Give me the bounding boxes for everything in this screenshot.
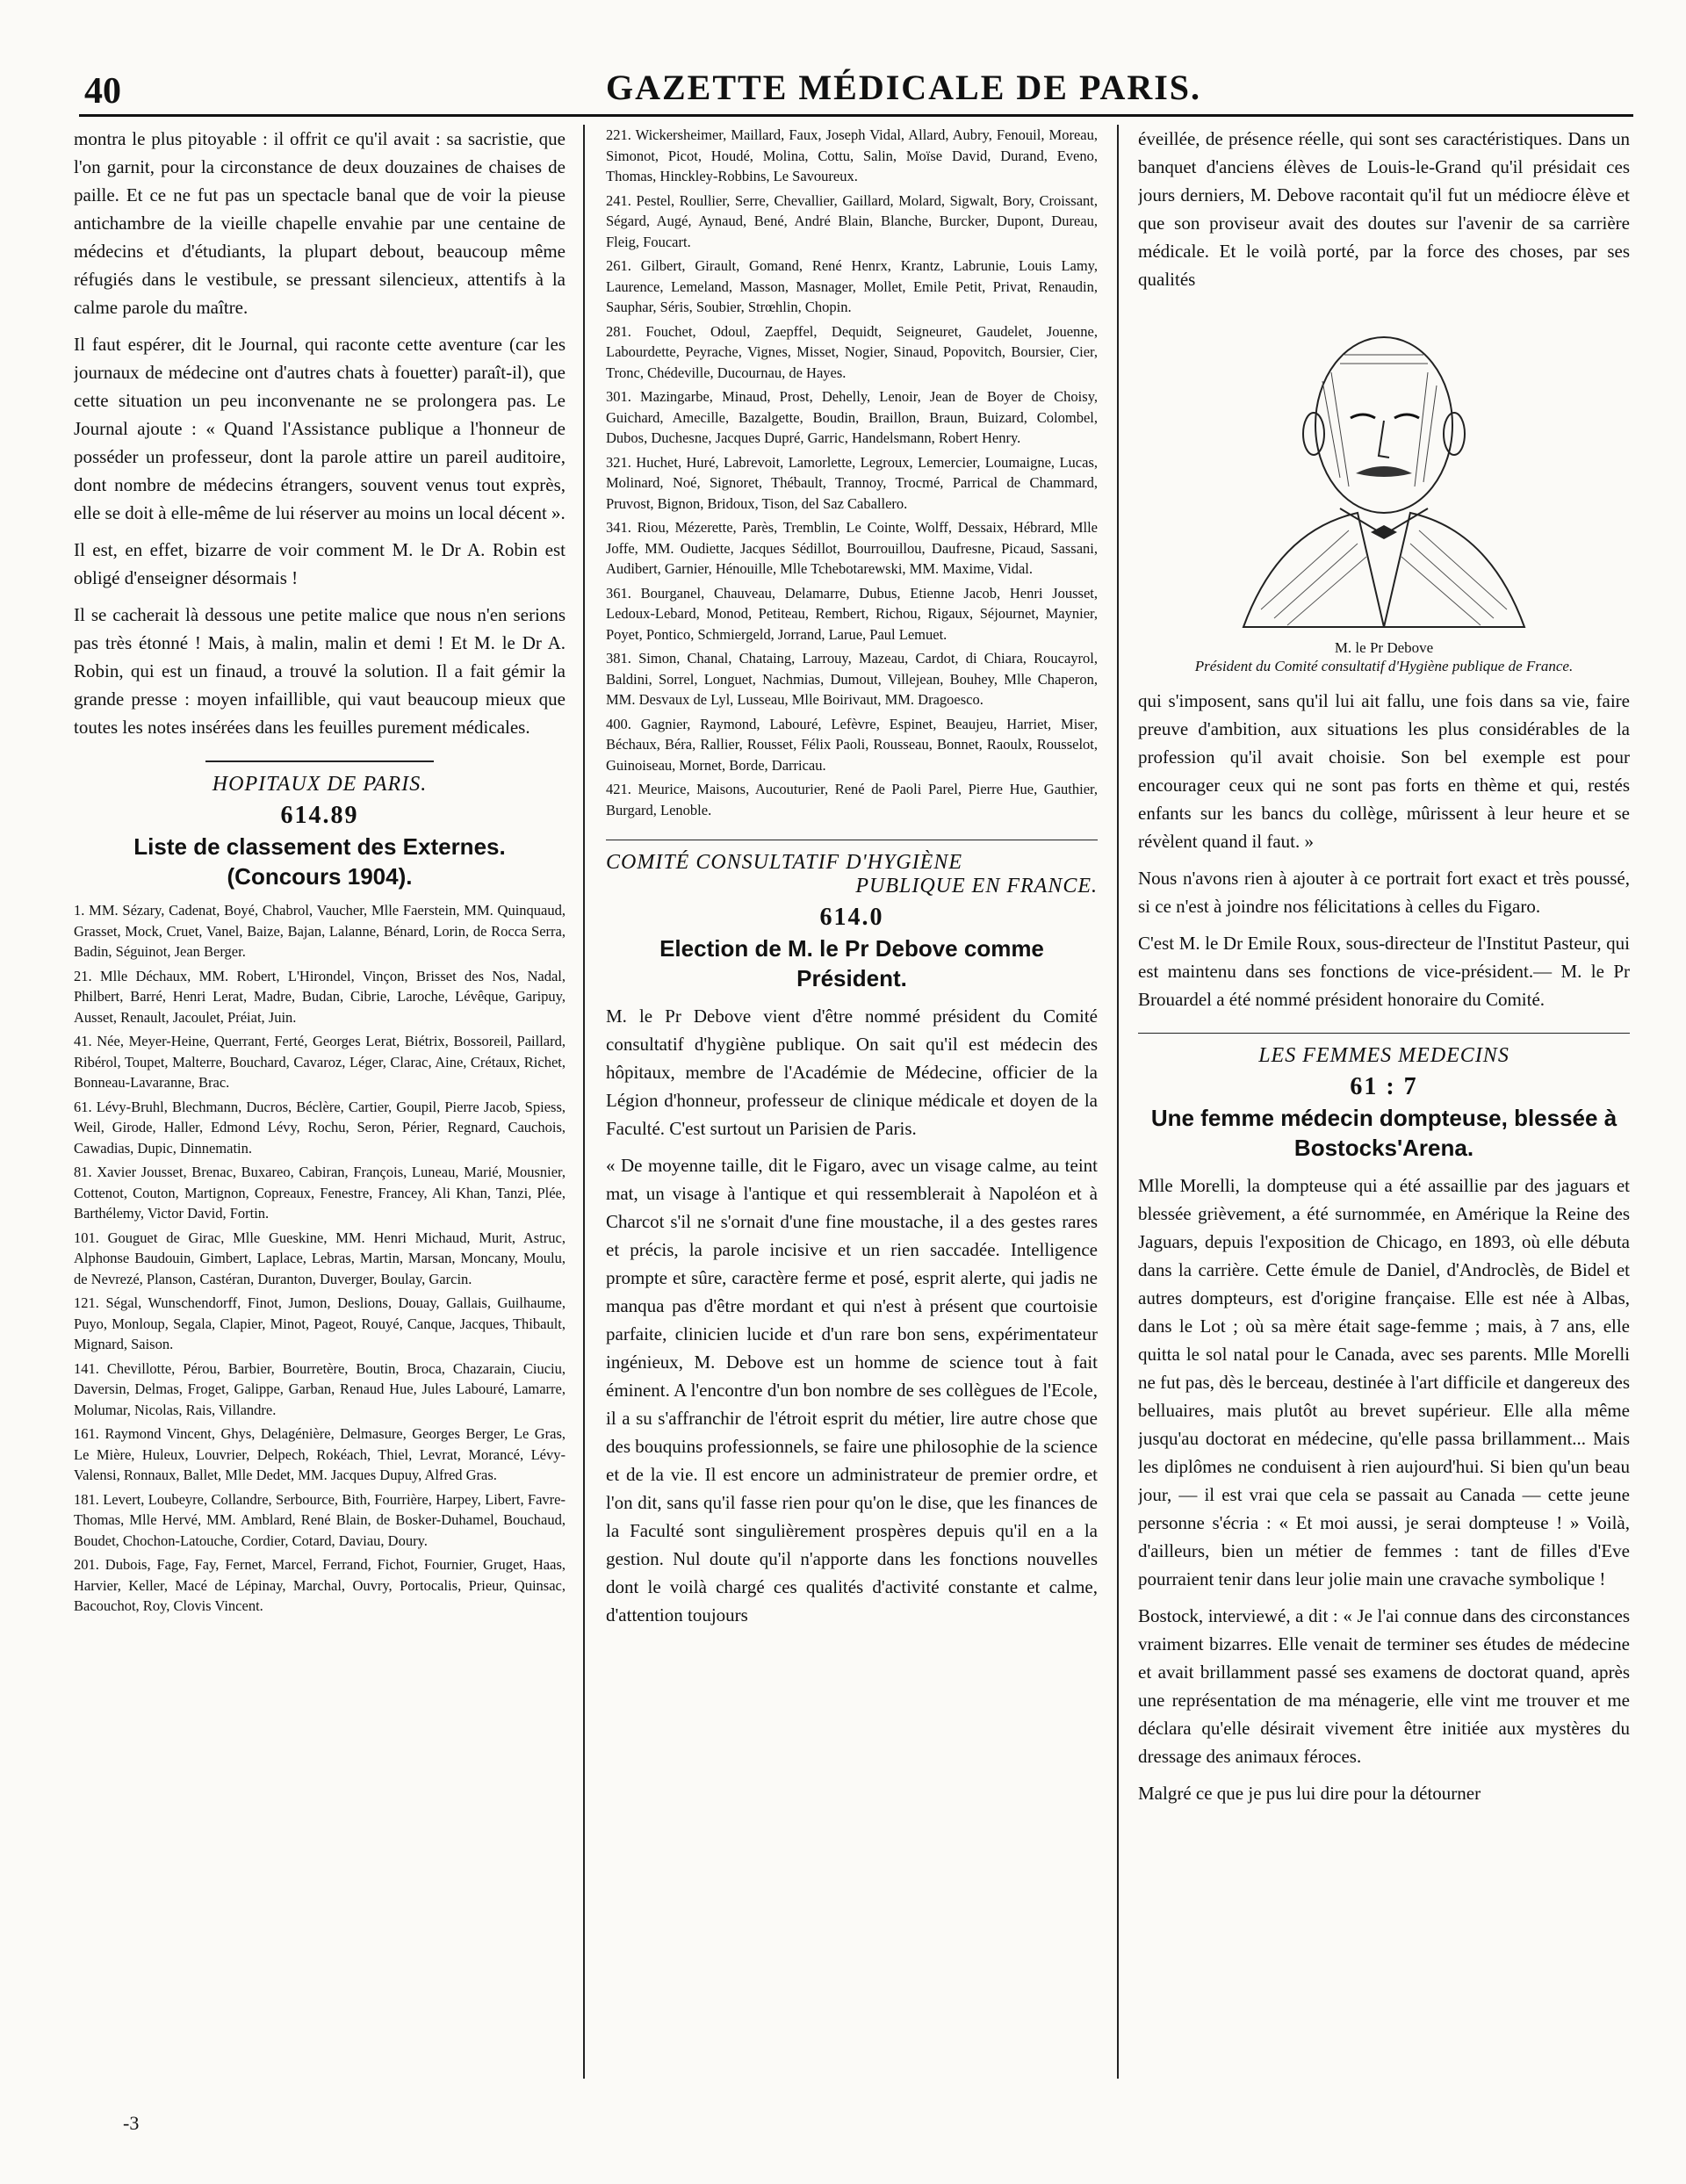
list-entry: 301. Mazingarbe, Minaud, Prost, Dehelly, Lenoir, Jean de Boyer de Choisy, Guichard, Amecille, Bazalgette, Boudin, Braillon, Braun, Buizard, Colombel, Dubos, Duchesne, Jacques Dupré, Garric, Handelsmann, Robert Henry. — [606, 388, 1098, 446]
list-entry: 341. Riou, Mézerette, Parès, Tremblin, Le Cointe, Wolff, Dessaix, Hébrard, Mlle Joffe, MM. Oudiette, Jacques Sédillot, Bourrouillou, Daufresne, Picaud, Sassani, Audibert, Garnier, Hénouille, Mlle Tchebotarewski, MM. Maxime, Vidal. — [606, 519, 1098, 577]
portrait-caption: Président du Comité consultatif d'Hygiène publique de France. — [1194, 658, 1574, 674]
list-entry: 141. Chevillotte, Pérou, Barbier, Bourretère, Boutin, Broca, Chazarain, Ciuciu, Daversin, Delmas, Froget, Galippe, Garban, Renaud Hue, Jules Labouré, Lamarre, Molumar, Nicolas, Rais, Villandre. — [74, 1359, 566, 1418]
article-paragraph: qui s'imposent, sans qu'il lui ait fallu, une fois dans sa vie, faire preuve d'ambition, aux situations les plus considérables de la profession qu'il avait choisie. Son bel exemple est pour encourager ceux qui ne sont pas forts en thème et qui, restés enfants sur les bancs du collège, mûrissent à leur heure et se révèlent quand il faut. » — [1138, 690, 1630, 852]
list-entry: 381. Simon, Chanal, Chataing, Larrouy, Mazeau, Cardot, di Chiara, Roucayrol, Baldini, Sorrel, Longuet, Nachmias, Dumout, Villejean, Bouhey, Mlle Chaperon, MM. Desvaux de Lyl, Lusseau, Mlle Boirivaut, MM. Dragoesco. — [606, 650, 1098, 708]
list-entry: 101. Gouguet de Girac, Mlle Gueskine, MM. Henri Michaud, Murit, Astruc, Alphonse Baudouin, Gimbert, Laplace, Lebras, Martin, Marsan, Moncany, Moulu, de Nevrezé, Planson, Castéran, Duranton, Duverger, Boulay, Garcin. — [74, 1229, 566, 1287]
article-headline: Une femme médecin dompteuse, blessée à Bostocks'Arena. — [1150, 1105, 1618, 1161]
list-entry: 421. Meurice, Maisons, Aucouturier, René de Paoli Parel, Pierre Hue, Gauthier, Burgard, Lenoble. — [606, 781, 1098, 818]
intro-paragraph: Il faut espérer, dit le Journal, qui raconte cette aventure (car les journaux de médecine ont d'autres chats à fouetter) paraît-il), que cette situation un peu inconvenante ne se prolongera pas. Le Journal ajoute : « Quand l'Assistance publique a l'honneur de posséder un professeur, dont la parole attire un pareil auditoire, dont nombre de médecins étrangers, souvent venus tout exprès, elle se doit à elle-même de lui réserver au moins un local décent ». — [74, 334, 566, 523]
list-entry: 21. Mlle Déchaux, MM. Robert, L'Hirondel, Vinçon, Brisset des Nos, Nadal, Philbert, Barré, Henri Lerat, Madre, Budan, Cibrie, Laroche, Lévêque, Garipuy, Ausset, Renault, Jacoulet, Préiat, Juin. — [74, 967, 566, 1026]
list-entry: 361. Bourganel, Chauveau, Delamarre, Dubus, Etienne Jacob, Henri Jousset, Ledoux-Lebard, Monod, Petiteau, Rembert, Richou, Rigaux, Séjournet, Maynier, Poyet, Pontico, Schmiergeld, Jorrand, Larue, Paul Lemuet. — [606, 584, 1098, 643]
article-headline: Liste de classement des Externes. (Concours 1904). — [133, 833, 506, 890]
section-number: 61 : 7 — [1350, 1073, 1418, 1100]
list-entry: 221. Wickersheimer, Maillard, Faux, Joseph Vidal, Allard, Aubry, Fenouil, Moreau, Simonot, Picot, Houdé, Molina, Cottu, Salin, Moïse David, Durand, Eveno, Thomas, Hinckley-Robbins, Le Savoureux. — [606, 126, 1098, 184]
article-paragraph: Bostock, interviewé, a dit : « Je l'ai connue dans des circonstances vraiment bizarres. Elle venait de terminer ses études de médecine et avait brillamment passé ses examens de doctorat quand, après une représentation de ma ménagerie, elle vint me trouver et me déclara qu'elle désirait vivement être initiée aux mystères du dressage des animaux féroces. — [1138, 1605, 1630, 1767]
article-paragraph: Malgré ce que je pus lui dire pour la détourner — [1138, 1783, 1481, 1804]
list-entry: 241. Pestel, Roullier, Serre, Chevallier, Gaillard, Molard, Sigwalt, Bory, Croissant, Ségard, Augé, Aynaud, Bené, André Blain, Blanche, Burcker, Dupont, Dureau, Fleig, Foucart. — [606, 191, 1098, 250]
list-entry: 161. Raymond Vincent, Ghys, Delagénière, Delmasure, Georges Berger, Le Gras, Le Mière, Huleux, Louvrier, Delpech, Rokéach, Thiel, Levrat, Morancé, Lévy-Valensi, Ronnaux, Ballet, Mlle Dedet, MM. Jacques Dupuy, Alfred Gras. — [74, 1425, 566, 1483]
section-title: LES FEMMES MEDECINS — [1258, 1044, 1509, 1067]
list-entry: 321. Huchet, Huré, Labrevoit, Lamorlette, Legroux, Lemercier, Loumaigne, Lucas, Molinard, Noé, Signoret, Thébault, Trannoy, Trocmé, Parrical de Chammard, Pruvost, Bignon, Bridoux, Tison, del Saz Caballero. — [606, 453, 1098, 512]
article-paragraph: Mlle Morelli, la dompteuse qui a été assaillie par des jaguars et blessée grièvement, a été surnommée, en Amérique la Reine des Jaguars, depuis l'exposition de Chicago, en 1893, où elle débuta dans la carrière. Cette émule de Daniel, d'Androclès, de Bidel et autres dompteurs, est d'origine française. Elle est née à Albas, dans le Lot ; où sa mère était sage-femme ; mais, à 7 ans, elle quitta le sol natal pour le Canada, avec ses parents. Mlle Morelli ne fut pas, dès le berceau, destinée à l'art difficile et dangereux des belluaires, mais plutôt au brevet supérieur. Elle alla même jusqu'au doctorat en médecine, qu'elle passa brillamment... Mais les diplômes ne conduisent à rien aujourd'hui. Si bien qu'un beau jour, — il est vrai que cela se passait au Canada — cette jeune personne s'écria : « Et moi aussi, je serai dompteuse ! » Voilà, d'ailleurs, bien un métier de femmes : tant de filles d'Eve pourraient tenir dans leur jolie main une cravache symbolique ! — [1138, 1175, 1630, 1589]
column-right — [1138, 125, 1630, 2079]
list-entry: 181. Levert, Loubeyre, Collandre, Serbource, Bith, Fourrière, Harpey, Libert, Favre-Thomas, Mlle Hervé, MM. Amblard, René Blain, de Bosker-Duhamel, Bouchaud, Boudet, Chochon-Latouche, Cordier, Cotard, Daviau, Doury. — [74, 1490, 566, 1549]
intro-paragraph: Il se cacherait là dessous une petite malice que nous n'en serions pas très étonné ! Mais, à malin, malin et demi ! Et M. le Dr A. Robin, qui est un finaud, a trouvé la solution. Il a fait gémir la grande presse : moyen infaillible, qui vaut beaucoup mieux que toutes les notes insérées dans les feuilles purement médicales. — [74, 604, 566, 738]
article-paragraph: « De moyenne taille, dit le Figaro, avec un visage calme, au teint mat, un visage à l'antique et qui ressemblerait à Napoléon et à Charcot s'il ne s'ornait d'une fine moustache, il a des gestes rares et précis, la parole incisive et un rien saccadée. Intelligence prompte et sûre, caractère ferme et posé, esprit alerte, qui jadis ne manqua pas d'être mordant et qui n'est à présent que courtoisie parfaite, clinicien lucide et d'un rare bon sens, expérimentateur ingénieux, M. Debove est un homme de science tout à fait éminent. A l'encontre d'un bon nombre de ses collègues de l'Ecole, il a su s'affranchir de l'étroit esprit du métier, lire autre chose que des bouquins professionnels, se faire une philosophie de la science et de la vie. Il est encore un administrateur de premier ordre, et l'on dit, sans qu'il fasse rien pour qu'on le dise, que les finances de la Faculté sont singulièrement prospères depuis qu'il en a la gestion. Nul doute qu'il n'apporte dans les fonctions nouvelles dont le voilà chargé ces qualités d'activité constante et calme, d'attention toujours — [606, 1155, 1098, 1625]
section-separator — [205, 760, 434, 762]
footer-mark: -3 — [123, 2112, 140, 2134]
section-title-line2: PUBLIQUE EN FRANCE. — [855, 875, 1098, 897]
list-entry: 61. Lévy-Bruhl, Blechmann, Ducros, Béclère, Cartier, Goupil, Pierre Jacob, Spiess, Weil, Girode, Haller, Edmond Lévy, Rochu, Seron, Périer, Regnard, Cauchois, Cawadias, Dupic, Dinnematin. — [74, 1098, 566, 1157]
section-number: 614.0 — [819, 904, 884, 931]
column-left — [74, 125, 566, 2079]
list-entry: 81. Xavier Jousset, Brenac, Buxareo, Cabiran, François, Luneau, Marié, Mousnier, Cottenot, Couton, Martignon, Copreaux, Fenestre, Francey, Ali Khan, Tanzi, Plée, Barthélemy, Victor David, Fortin. — [74, 1164, 566, 1222]
intro-paragraph: Il est, en effet, bizarre de voir comment M. le Dr A. Robin est obligé d'enseigner désormais ! — [74, 539, 566, 588]
page-number: 40 — [84, 71, 121, 112]
column-divider — [583, 125, 585, 2079]
article-paragraph: éveillée, de présence réelle, qui sont ses caractéristiques. Dans un banquet d'anciens élèves de Louis-le-Grand qu'il présidait ces jours derniers, M. Debove racontait qu'il fut un médiocre élève et que son proviseur avait des doutes sur l'avenir de sa carrière médicale. Et le voilà porté, par la force des choses, par ses qualités — [1138, 128, 1630, 290]
section-title-line1: COMITÉ CONSULTATIF D'HYGIÈNE — [606, 851, 963, 874]
list-entry: 281. Fouchet, Odoul, Zaepffel, Dequidt, Seigneuret, Gaudelet, Jouenne, Labourdette, Peyrache, Vignes, Misset, Nogier, Sinaud, Popovitch, Boursier, Cier, Tronc, Chédeville, Ducournau, de Hayes. — [606, 322, 1098, 381]
portrait-caption-name: M. le Pr Debove — [1334, 639, 1434, 656]
intro-paragraph: montra le plus pitoyable : il offrit ce qu'il avait : sa sacristie, que l'on garnit, pour la circonstance de deux douzaines de chaises de paille. Et ce ne fut pas un spectacle banal que de voir la pieuse antichambre de la vieille chapelle envahie par une centaine de médecins et d'étudiants, la plupart debout, beaucoup même réfugiés dans le vestibule, se pressant silencieux, attentifs à la calme parole du maître. — [74, 128, 566, 318]
list-entry: 121. Ségal, Wunschendorff, Finot, Jumon, Deslions, Douay, Gallais, Guilhaume, Puyo, Monloup, Segala, Clapier, Minot, Pageot, Rouyé, Canque, Jacques, Thibault, Mignard, Saison. — [74, 1294, 566, 1352]
section-separator — [1138, 1033, 1630, 1034]
externes-list-continued — [606, 125, 1098, 820]
column-divider — [1117, 125, 1119, 2079]
list-entry: 41. Née, Meyer-Heine, Querrant, Ferté, Georges Lerat, Biétrix, Bossoreil, Paillard, Ribérol, Toupet, Malterre, Bouchard, Cavaroz, Léger, Clarac, Aine, Crétaux, Richet, Bonneau-Lavaranne, Brac. — [74, 1033, 566, 1091]
column-middle — [606, 125, 1098, 2079]
article-paragraph: C'est M. le Dr Emile Roux, sous-directeur de l'Institut Pasteur, qui est maintenu dans ses fonctions de vice-président.— M. le Pr Brouardel a été nommé président honoraire du Comité. — [1138, 933, 1630, 1010]
list-entry: 201. Dubois, Fage, Fay, Fernet, Marcel, Ferrand, Fichot, Fournier, Gruget, Haas, Harvier, Keller, Macé de Lépinay, Marchal, Ouvry, Portocalis, Prieur, Quinsac, Bacouchot, Roy, Clovis Vincent. — [74, 1556, 566, 1614]
section-number: 614.89 — [280, 802, 359, 829]
externes-list — [74, 900, 566, 1617]
list-entry: 1. MM. Sézary, Cadenat, Boyé, Chabrol, Vaucher, Mlle Faerstein, MM. Quinquaud, Grasset, Mock, Cruet, Vanel, Baize, Bajan, Lalanne, Bénard, Lorin, de Rocca Serra, Badin, Séguinot, Jean Berger. — [74, 902, 566, 960]
list-entry: 261. Gilbert, Girault, Gomand, René Henrx, Krantz, Labrunie, Louis Lamy, Laurence, Lemeland, Masson, Masnager, Mollet, Emile Petit, Privat, Renaudin, Sauphar, Séris, Soubier, Strœhlin, Chopin. — [606, 257, 1098, 315]
article-headline: Election de M. le Pr Debove comme Président. — [659, 935, 1044, 991]
portrait-engraving — [1191, 302, 1577, 636]
page-header — [79, 61, 1633, 117]
journal-title: GAZETTE MÉDICALE DE PARIS. — [606, 68, 1202, 107]
article-paragraph: M. le Pr Debove vient d'être nommé président du Comité consultatif d'hygiène publique. On sait qu'il est médecin des hôpitaux, membre de l'Académie de Médecine, officier de la Légion d'honneur, professeur de clinique médicale et doyen de la Faculté. C'est surtout un Parisien de Paris. — [606, 1006, 1098, 1139]
section-title: HOPITAUX DE PARIS. — [212, 773, 428, 796]
list-entry: 400. Gagnier, Raymond, Labouré, Lefèvre, Espinet, Beaujeu, Harriet, Miser, Béchaux, Béra, Rallier, Rousset, Félix Paoli, Rousseau, Bonnet, Raoulx, Rousselot, Guinoiseau, Mornet, Borde, Darricau. — [606, 715, 1098, 774]
article-paragraph: Nous n'avons rien à ajouter à ce portrait fort exact et très poussé, si ce n'est à joindre nos félicitations à celles du Figaro. — [1138, 868, 1630, 917]
